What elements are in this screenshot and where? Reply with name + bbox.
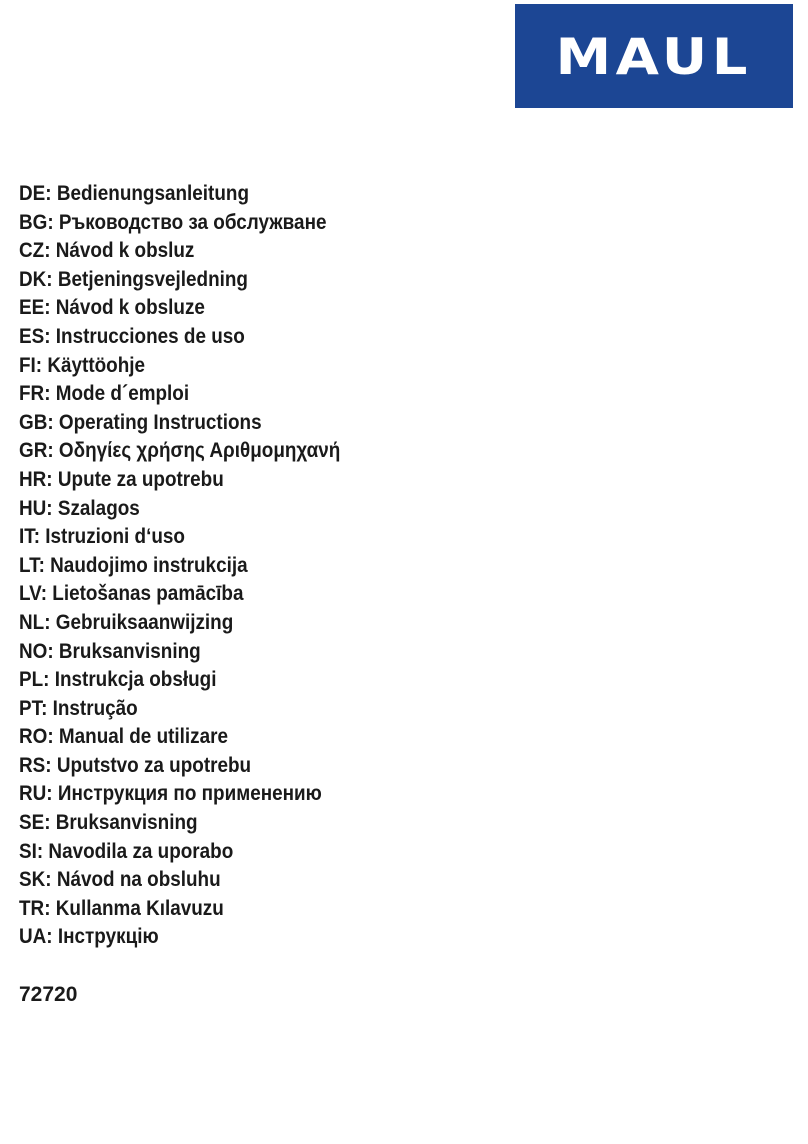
language-code: GB	[19, 410, 48, 434]
language-title: Bruksanvisning	[55, 811, 198, 835]
language-title: Szalagos	[57, 496, 140, 520]
language-item	[19, 866, 340, 895]
language-item	[19, 780, 340, 809]
language-code: DE	[19, 182, 46, 205]
language-item	[19, 638, 340, 667]
language-code: IT	[19, 525, 34, 549]
language-separator: :	[36, 839, 44, 863]
maul-logo	[515, 4, 793, 108]
language-item	[19, 838, 340, 867]
language-item	[19, 695, 340, 724]
language-code: NL	[19, 610, 45, 634]
language-title: Kullanma Kılavuzu	[55, 896, 224, 920]
language-item	[19, 266, 340, 295]
language-separator: :	[44, 324, 51, 348]
language-item	[19, 609, 340, 638]
language-title: Upute za upotrebu	[57, 467, 224, 491]
language-title: Operating Instructions	[58, 410, 262, 434]
language-code: ES	[19, 324, 45, 348]
language-separator: :	[44, 382, 51, 406]
language-separator: :	[44, 896, 51, 920]
language-separator: :	[43, 668, 50, 692]
language-separator: :	[33, 525, 41, 549]
model-number: 72720	[19, 983, 78, 1006]
language-separator: :	[46, 782, 53, 806]
language-title: Bruksanvisning	[58, 639, 201, 663]
language-title: Navodila za uporabo	[48, 839, 234, 863]
language-code: TR	[19, 896, 45, 920]
language-item	[19, 294, 340, 323]
language-code: HR	[19, 467, 47, 491]
language-title: Instrucciones de uso	[55, 324, 245, 348]
language-separator: :	[44, 239, 51, 263]
language-code: CZ	[19, 239, 45, 263]
language-title: Betjeningsvejledning	[57, 267, 248, 291]
language-item	[19, 409, 340, 438]
language-code: SK	[19, 868, 46, 892]
language-separator: :	[41, 696, 48, 720]
language-title: Naudojimo instrukcija	[50, 553, 248, 577]
language-separator: :	[47, 725, 54, 749]
language-separator: :	[46, 267, 53, 291]
language-code: SI	[19, 839, 37, 863]
language-separator: :	[47, 410, 54, 434]
language-item	[19, 237, 340, 266]
language-title: Mode d´emploi	[55, 382, 190, 406]
language-title: Gebruiksaanwijzing	[55, 610, 234, 634]
language-code: BG	[19, 210, 48, 234]
language-separator: :	[46, 467, 53, 491]
language-separator: :	[47, 439, 54, 463]
language-separator: :	[46, 496, 53, 520]
language-title: Käyttöohje	[47, 353, 146, 377]
language-item	[19, 666, 340, 695]
language-code: PL	[19, 668, 44, 692]
language-code: FR	[19, 382, 45, 406]
language-item	[19, 437, 340, 466]
language-code: NO	[19, 639, 48, 663]
language-separator: :	[46, 925, 53, 949]
language-item	[19, 895, 340, 924]
language-title: Інструкцію	[57, 925, 159, 949]
language-title: Návod k obsluze	[55, 296, 205, 320]
language-title: Uputstvo za upotrebu	[56, 753, 252, 777]
language-item	[19, 752, 340, 781]
language-item	[19, 523, 340, 552]
language-title: Manual de utilizare	[58, 725, 228, 749]
language-code: RO	[19, 725, 48, 749]
language-title: Návod na obsluhu	[56, 868, 221, 892]
language-separator: :	[47, 210, 54, 234]
language-code: UA	[19, 925, 47, 949]
language-item	[19, 352, 340, 381]
language-separator: :	[40, 582, 48, 606]
language-title: Instrução	[52, 696, 138, 720]
language-separator: :	[44, 296, 51, 320]
language-item	[19, 552, 340, 581]
language-code: GR	[19, 439, 48, 463]
language-item	[19, 580, 340, 609]
language-item	[19, 323, 340, 352]
language-separator: :	[44, 610, 51, 634]
language-separator: :	[47, 639, 54, 663]
language-title: Инструкция по применению	[57, 782, 322, 806]
language-code: PT	[19, 696, 42, 720]
language-item	[19, 209, 340, 238]
language-title: Οδηγίες χρήσης Αριθμομηχανή	[58, 439, 341, 463]
language-code: LT	[19, 553, 39, 577]
language-separator: :	[38, 553, 45, 577]
language-item	[19, 495, 340, 524]
language-item	[19, 923, 340, 952]
language-code: FI	[19, 353, 36, 377]
language-separator: :	[44, 811, 51, 835]
language-code: DK	[19, 267, 47, 291]
language-item	[19, 723, 340, 752]
language-code: EE	[19, 296, 45, 320]
language-item	[19, 809, 340, 838]
language-separator: :	[45, 868, 52, 892]
language-title: Istruzioni d‘uso	[45, 525, 185, 549]
logo-wordmark: MAUL	[555, 28, 753, 86]
language-title: Lietošanas pamācība	[52, 582, 244, 606]
language-code: LV	[19, 582, 41, 606]
language-code: HU	[19, 496, 47, 520]
language-item	[19, 180, 340, 209]
language-title: Ръководство за обслужване	[58, 210, 327, 234]
language-separator: :	[45, 753, 52, 777]
language-list	[19, 180, 376, 952]
language-code: RU	[19, 782, 47, 806]
language-separator: :	[45, 182, 52, 205]
language-title: Bedienungsanleitung	[56, 182, 249, 205]
language-code: RS	[19, 753, 46, 777]
language-code: SE	[19, 811, 45, 835]
language-title: Instrukcja obsługi	[54, 668, 217, 692]
language-item	[19, 380, 340, 409]
language-separator: :	[35, 353, 43, 377]
language-item	[19, 466, 340, 495]
language-title: Návod k obsluz	[55, 239, 195, 263]
